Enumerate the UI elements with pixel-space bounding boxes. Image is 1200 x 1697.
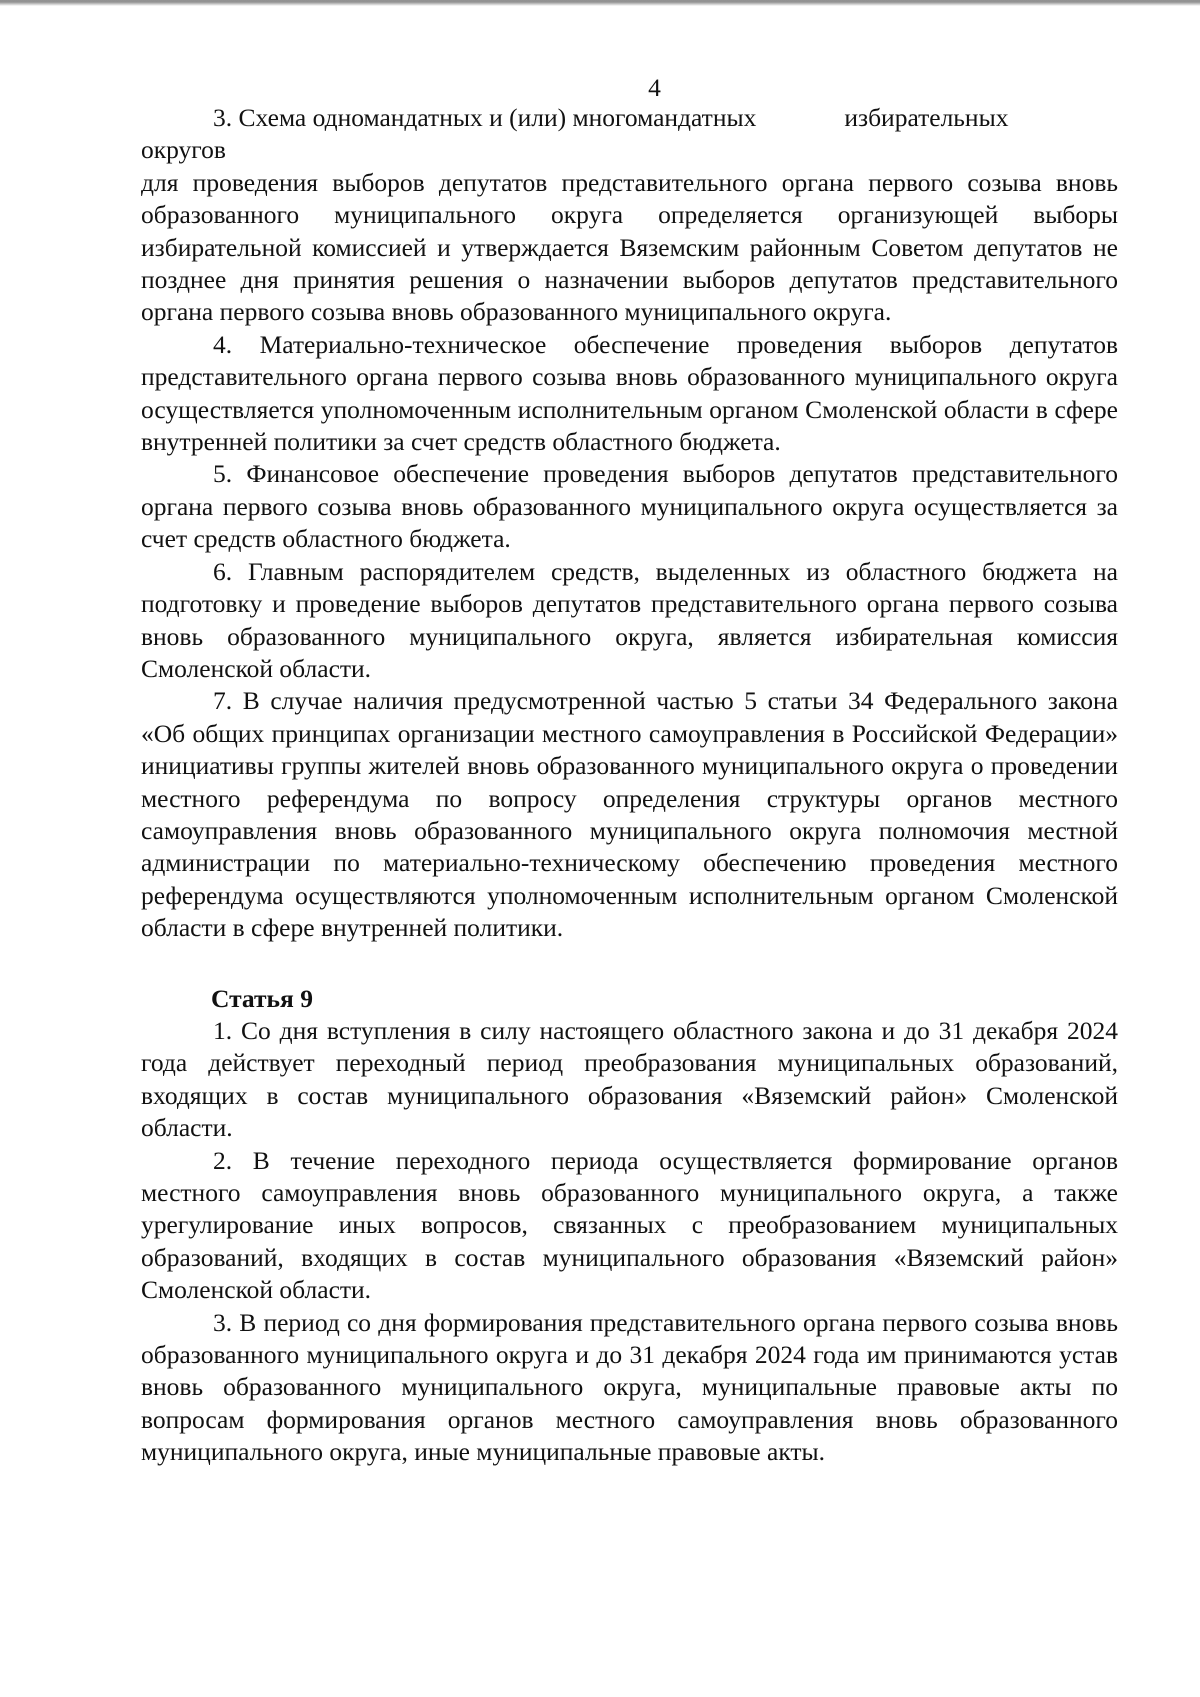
article9-heading: Статья 9 bbox=[211, 983, 313, 1013]
article9-item1: 1. Со дня вступления в силу настоящего областного закона и до 31 декабря 2024 года действует переходный период преобразования муниципальных образований, входящих в состав муниципального образования «Вяземский район» Смоленской области. bbox=[141, 1015, 1118, 1143]
article8-item3-text: для проведения выборов депутатов представительного органа первого созыва вновь образованного муниципального округа определяется организующей выборы избирательной комиссией и утверждается Вяземским районным Советом депутатов не позднее дня принятия решения о назначении выборов депутатов представительного органа первого созыва вновь образованного муниципального округа. bbox=[141, 167, 1118, 327]
article8-item6: 6. Главным распорядителем средств, выделенных из областного бюджета на подготовку и проведение выборов депутатов представительного органа первого созыва вновь образованного муниципального округа, является избирательная комиссия Смоленской области. bbox=[141, 556, 1118, 683]
article9-item2: 2. В течение переходного периода осуществляется формирование органов местного самоуправления вновь образованного муниципального округа, а также урегулирование иных вопросов, связанных с преобразованием муниципальных образований, входящих в состав муниципального образования «Вяземский район» Смоленской области. bbox=[141, 1145, 1118, 1305]
page-number: 4 bbox=[648, 73, 661, 102]
article8-item3-first-line bbox=[141, 102, 1118, 134]
scan-top-edge bbox=[0, 0, 1200, 6]
article8-item5: 5. Финансовое обеспечение проведения выборов депутатов представительного органа первого созыва вновь образованного муниципального округа осуществляется за счет средств областного бюджета. bbox=[141, 459, 1118, 554]
article8-item3-line-a: 3. Схема одномандатных и (или) многомандатных bbox=[213, 103, 757, 132]
article8-item3-line-b: избирательных bbox=[844, 103, 1009, 132]
article9-item3: 3. В период со дня формирования представительного органа первого созыва вновь образованного муниципального округа и до 31 декабря 2024 года им принимаются устав вновь образованного муниципального округа, муниципальные правовые акты по вопросам формирования органов местного самоуправления вновь образованного муниципального округа, иные муниципальные правовые акты. bbox=[141, 1307, 1118, 1467]
document-page bbox=[141, 74, 1118, 1469]
article8-item7: 7. В случае наличия предусмотренной частью 5 статьи 34 Федерального закона «Об общих принципах организации местного самоуправления в Российской Федерации» инициативы группы жителей вновь образованного муниципального округа о проведении местного референдума по вопросу определения структуры органов местного самоуправления вновь образованного муниципального округа полномочия местной администрации по материально-техническому обеспечению проведения местного референдума осуществляются уполномоченным исполнительным органом Смоленской области в сфере внутренней политики. bbox=[141, 686, 1118, 943]
article8-item3-second-line: округов bbox=[141, 135, 226, 165]
article8-item4: 4. Материально-техническое обеспечение проведения выборов депутатов представительного органа первого созыва вновь образованного муниципального округа осуществляется уполномоченным исполнительным органом Смоленской области в сфере внутренней политики за счет средств областного бюджета. bbox=[141, 329, 1118, 457]
